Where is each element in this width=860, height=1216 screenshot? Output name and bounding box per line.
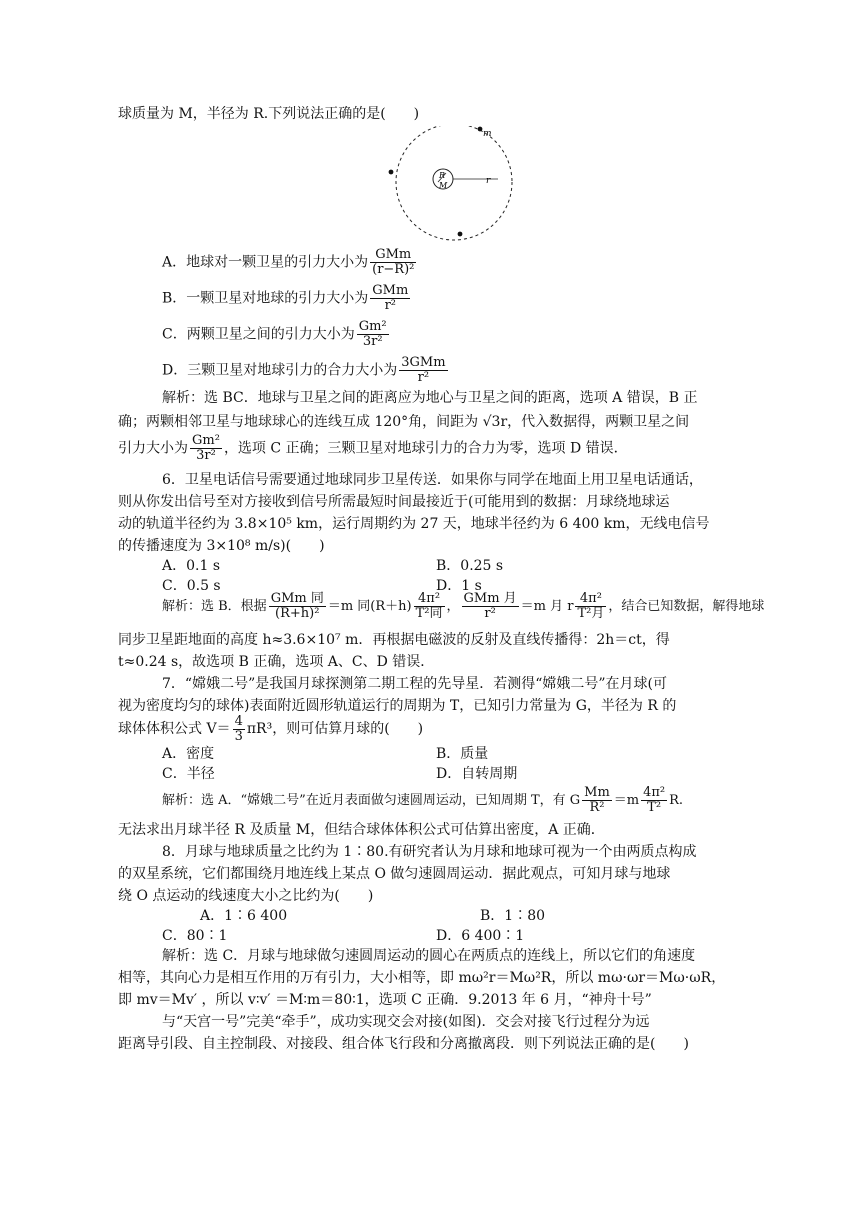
q5-analysis-3: 引力大小为 $\frac{\text{Gm²}}{\text{3r²}}$ ，选项 C 正确；三颗卫星对地球引力的合力为零，选项 D 错误． (118, 433, 628, 463)
q7-option-c: C．半径 (162, 766, 215, 782)
fraction: $\frac{\text{GMm}}{\text{r²}}$ (372, 283, 409, 313)
fraction: $\frac{\text{4π²}}{\text{T²同}}$ (415, 591, 443, 621)
q8-analysis-1: 解析：选 C．月球与地球做匀速圆周运动的圆心在两质点的连线上，所以它们的角速度 (162, 948, 696, 964)
label-R: R (439, 171, 446, 180)
q6-line-3: 动的轨道半径约为 3.8×10⁵ km，运行周期约为 27 天，地球半径约为 6 400 km，无线电信号 (118, 516, 710, 532)
q5-analysis-1: 解析：选 BC．地球与卫星之间的距离应为地心与卫星之间的距离，选项 A 错误，B 正 (162, 390, 698, 406)
q8-line-3: 绕 O 点运动的线速度大小之比约为( ) (118, 888, 374, 904)
fraction: $\frac{\text{4π²}}{\text{T²}}$ (643, 785, 666, 815)
q9-line-2: 距离导引段、自主控制段、对接段、组合体飞行段和分离撤离段．则下列说法正确的是( ) (118, 1036, 689, 1052)
q5-option-d: D．三颗卫星对地球引力的合力大小为 $\frac{\text{3GMm}}{\text{r²}}$ (162, 355, 446, 385)
orbit-diagram (388, 126, 520, 242)
label-m: m (483, 129, 492, 139)
satellite-left (389, 170, 394, 175)
q5-option-a: A．地球对一颗卫星的引力大小为 $\frac{\text{GMm}}{\text{(r−R)²}}$ (162, 247, 415, 277)
q6-analysis-2: 同步卫星距地面的高度 h≈3.6×10⁷ m．再根据电磁波的反射及直线传播得：2h＝ct，得 (118, 632, 670, 648)
q7-option-d: D．自转周期 (436, 766, 518, 782)
q7-analysis-2: 无法求出月球半径 R 及质量 M，但结合球体体积公式可估算出密度，A 正确． (118, 822, 605, 838)
satellite-bottom (458, 232, 463, 237)
q6-line-4: 的传播速度为 3×10⁸ m/s)( ) (118, 538, 325, 554)
fraction: $\frac{\text{3GMm}}{\text{r²}}$ (401, 355, 446, 385)
q6-option-a: A．0.1 s (162, 558, 221, 574)
q6-analysis-3: t≈0.24 s，故选项 B 正确，选项 A、C、D 错误． (118, 654, 435, 670)
q7-analysis-1: 解析：选 A．“嫦娥二号”在近月表面做匀速圆周运动，已知周期 T，有 G $\frac{Mm}{\text{R²}}$ ＝m $\frac{\text{4π²}}{\text{T²}}$ R. (162, 785, 684, 815)
fraction: $\frac{\text{Gm²}}{\text{3r²}}$ (192, 433, 220, 463)
q8-line-1: 8．月球与地球质量之比约为 1∶80.有研究者认为月球和地球可视为一个由两质点构成 (162, 844, 697, 860)
q8-option-d: D．6 400∶1 (436, 928, 525, 944)
q8-option-a: A．1∶6 400 (200, 908, 288, 924)
q8-option-b: B．1∶80 (480, 908, 546, 924)
q6-line-1: 6．卫星电话信号需要通过地球同步卫星传送．如果你与同学在地面上用卫星电话通话， (162, 472, 703, 488)
q7-option-b: B．质量 (436, 746, 489, 762)
q8-line-2: 的双星系统，它们都围绕月地连线上某点 O 做匀速圆周运动．据此观点，可知月球与地球 (118, 866, 671, 882)
q8-analysis-3: 即 mv＝Mv′ ，所以 v∶v′ ＝M∶m＝80∶1，选项 C 正确．9.2013 年 6 月，“神舟十号” (118, 992, 652, 1008)
satellite-top (478, 127, 483, 132)
fraction: $\frac{4}{3}$ (234, 713, 243, 744)
q7-line-1: 7．“嫦娥二号”是我国月球探测第二期工程的先导星．若测得“嫦娥二号”在月球(可 (162, 676, 667, 692)
q5-stem: 球质量为 M，半径为 R.下列说法正确的是( ) (118, 106, 420, 122)
fraction: $\frac{\text{Gm²}}{\text{3r²}}$ (358, 319, 387, 349)
q6-line-2: 则从你发出信号至对方接收到信号所需最短时间最接近于(可能用到的数据：月球绕地球运 (118, 494, 670, 510)
q5-analysis-2: 确；两颗相邻卫星与地球球心的连线互成 120°角，间距为 √3r，代入数据得，两颗卫星之间 (118, 414, 690, 430)
q5-option-b: B．一颗卫星对地球的引力大小为 $\frac{\text{GMm}}{\text{r²}}$ (162, 283, 409, 313)
fraction: $\frac{\text{GMm}}{\text{(r−R)²}}$ (372, 247, 415, 277)
fraction: $\frac{\text{4π²}}{\text{T²月}}$ (577, 591, 605, 621)
q8-option-c: C．80∶1 (162, 928, 228, 944)
q6-option-b: B．0.25 s (436, 558, 504, 574)
q7-option-a: A．密度 (162, 746, 215, 762)
label-r: r (486, 176, 491, 186)
q7-line-3: 球体体积公式 V＝ $\frac{4}{3}$ πR³，则可估算月球的( ) (118, 713, 424, 744)
fraction: $\frac{\text{GMm 月}}{\text{r²}}$ (463, 591, 517, 621)
orbit-circle (396, 126, 512, 240)
q6-option-c: C．0.5 s (162, 578, 221, 594)
q8-analysis-2: 相等，其向心力是相互作用的万有引力，大小相等，即 mω²r＝Mω²R，所以 mω·ωr＝Mω·ωR， (118, 970, 726, 986)
q9-line-1: 与“天宫一号”完美“牵手”，成功实现交会对接(如图)．交会对接飞行过程分为远 (162, 1014, 650, 1030)
label-M: M (439, 181, 448, 190)
q6-option-d: D．1 s (436, 578, 482, 594)
fraction: $\frac{Mm}{\text{R²}}$ (584, 785, 610, 815)
q5-option-c: C．两颗卫星之间的引力大小为 $\frac{\text{Gm²}}{\text{3r²}}$ (162, 319, 387, 349)
fraction: $\frac{\text{GMm 同}}{\text{(R+h)²}}$ (270, 591, 324, 621)
q6-analysis-1: 解析：选 B．根据 $\frac{\text{GMm 同}}{\text{(R+h)²}}$ ＝m 同(R＋h) $\frac{\text{4π²}}{\text{T²同}}$ ， $\frac{\text{GMm 月}}{\text{r²}}$ ＝m 月 r $\frac{\text{4π²}}{\text{T²月}}$ ，结合已知数据，解得地球 (162, 591, 765, 621)
q7-line-2: 视为密度均匀的球体)表面附近圆形轨道运行的周期为 T，已知引力常量为 G，半径为 R 的 (118, 698, 677, 714)
